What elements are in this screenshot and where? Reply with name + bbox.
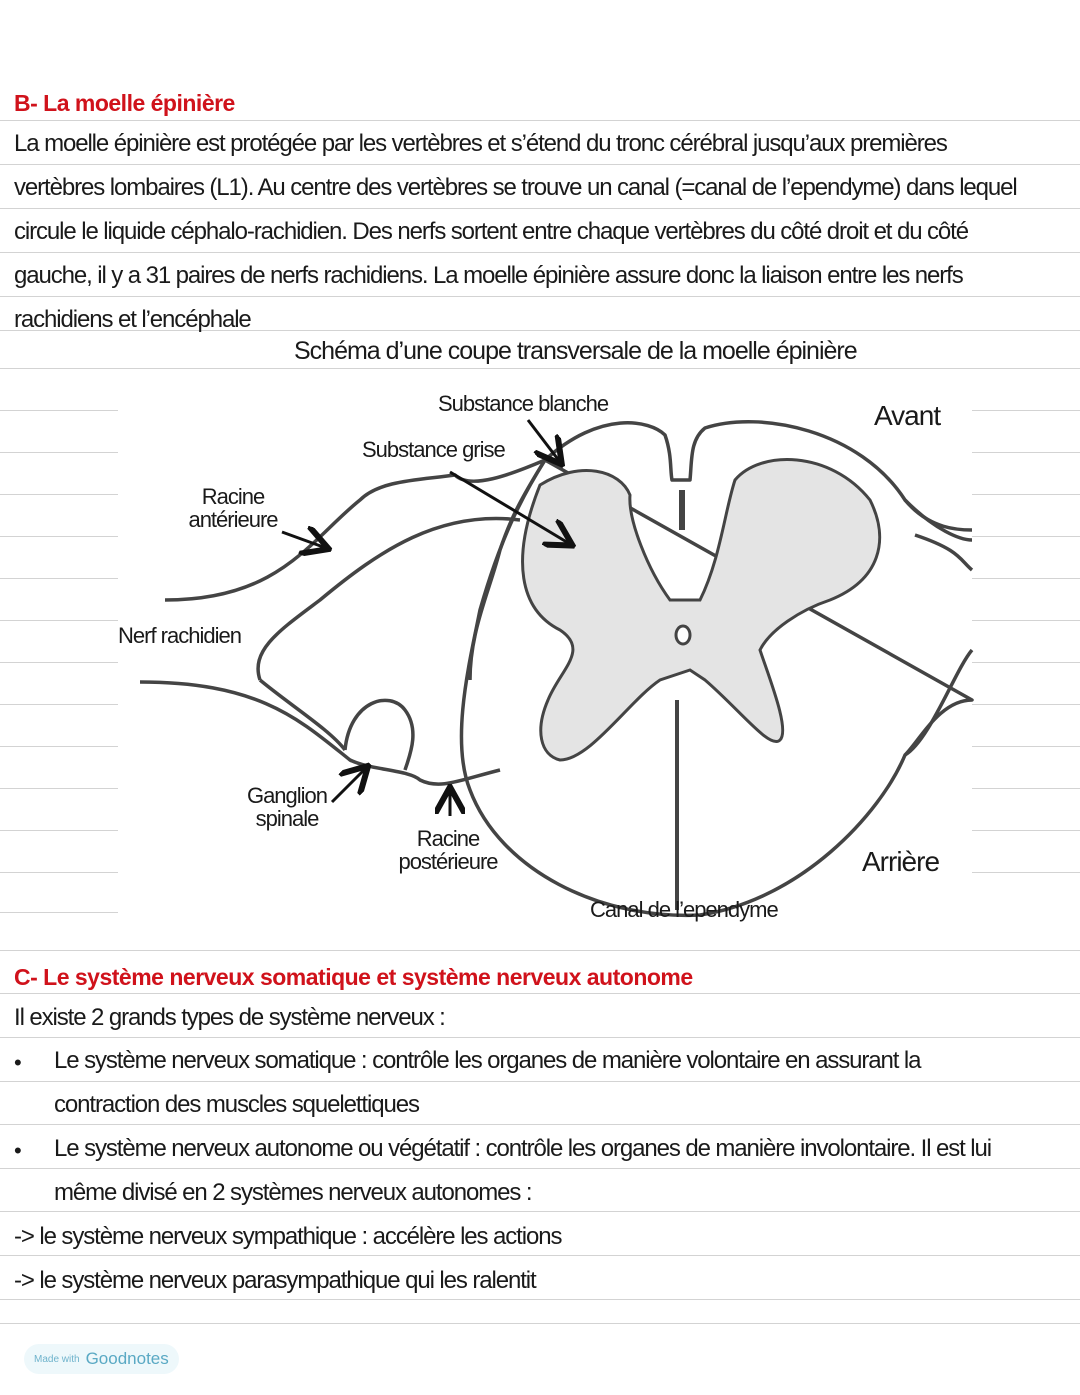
- label-line: postérieure: [398, 849, 498, 874]
- grey-matter: [523, 460, 880, 760]
- arrow: [282, 532, 326, 548]
- ruled-line: [0, 950, 1080, 951]
- bullet-line: contraction des muscles squelettiques: [54, 1091, 419, 1118]
- ruled-line: [0, 1299, 1080, 1300]
- ganglion: [345, 700, 413, 770]
- label-line: Ganglion: [246, 783, 328, 808]
- ruled-line: [0, 208, 1080, 209]
- ruled-line: [0, 120, 1080, 121]
- bullet-marker: •: [14, 1050, 22, 1075]
- label-line: spinale: [255, 806, 319, 831]
- label-line: Racine: [201, 484, 265, 509]
- label-substance-blanche: Substance blanche: [438, 391, 609, 416]
- paragraph-line: gauche, il y a 31 paires de nerfs rachidiens. La moelle épinière assure donc la liaison entre les nerfs: [14, 262, 963, 289]
- ruled-line: [0, 1168, 1080, 1169]
- goodnotes-badge: [24, 1344, 179, 1374]
- paragraph-line: Il existe 2 grands types de système nerveux :: [14, 1004, 445, 1031]
- ruled-line: [0, 296, 1080, 297]
- ruled-line: [0, 164, 1080, 165]
- ruled-line: [0, 1323, 1080, 1324]
- label-line: Racine: [416, 826, 480, 851]
- ruled-line: [0, 252, 1080, 253]
- label-arriere: Arrière: [862, 846, 940, 877]
- label-racine-anterieure: [188, 485, 278, 531]
- section-b-heading: B- La moelle épinière: [14, 90, 235, 116]
- ruled-line: [0, 1255, 1080, 1256]
- label-line: antérieure: [188, 507, 278, 532]
- made-with-text: Made with: [34, 1353, 80, 1365]
- label-ganglion: [246, 784, 328, 830]
- ruled-line: [0, 1124, 1080, 1125]
- paragraph-line: rachidiens et l’encéphale: [14, 306, 251, 333]
- paragraph-line: vertèbres lombaires (L1). Au centre des vertèbres se trouve un canal (=canal de l’ependyme) dans lequel: [14, 174, 1017, 201]
- arrow: [332, 768, 366, 802]
- ruled-line: [0, 1211, 1080, 1212]
- arrow-line: -> le système nerveux parasympathique qui les ralentit: [14, 1267, 536, 1294]
- label-avant: Avant: [874, 400, 941, 431]
- label-racine-posterieure: [398, 827, 498, 873]
- label-canal: Canal de l’ependyme: [590, 897, 778, 922]
- label-nerf-rachidien: Nerf rachidien: [118, 623, 241, 648]
- ruled-line: [0, 1037, 1080, 1038]
- bullet-line: Le système nerveux autonome ou végétatif : contrôle les organes de manière involontaire. Il est lui: [54, 1135, 992, 1162]
- label-substance-grise: Substance grise: [362, 437, 505, 462]
- bullet-line: même divisé en 2 systèmes nerveux autonomes :: [54, 1179, 532, 1206]
- bullet-line: Le système nerveux somatique : contrôle les organes de manière volontaire en assurant la: [54, 1047, 921, 1074]
- ruled-line: [0, 993, 1080, 994]
- diagram-title: Schéma d’une coupe transversale de la moelle épinière: [294, 337, 857, 365]
- bullet-marker: •: [14, 1138, 22, 1163]
- brand-text: Goodnotes: [85, 1349, 169, 1368]
- ruled-line: [0, 1081, 1080, 1082]
- central-canal: [676, 626, 690, 644]
- section-c-heading: C- Le système nerveux somatique et système nerveux autonome: [14, 964, 693, 990]
- paragraph-line: La moelle épinière est protégée par les vertèbres et s’étend du tronc cérébral jusqu’aux premières: [14, 130, 947, 157]
- paragraph-line: circule le liquide céphalo-rachidien. Des nerfs sortent entre chaque vertèbres du côté droit et du côté: [14, 218, 968, 245]
- arrow: [528, 420, 560, 462]
- arrow-line: -> le système nerveux sympathique : accélère les actions: [14, 1223, 562, 1250]
